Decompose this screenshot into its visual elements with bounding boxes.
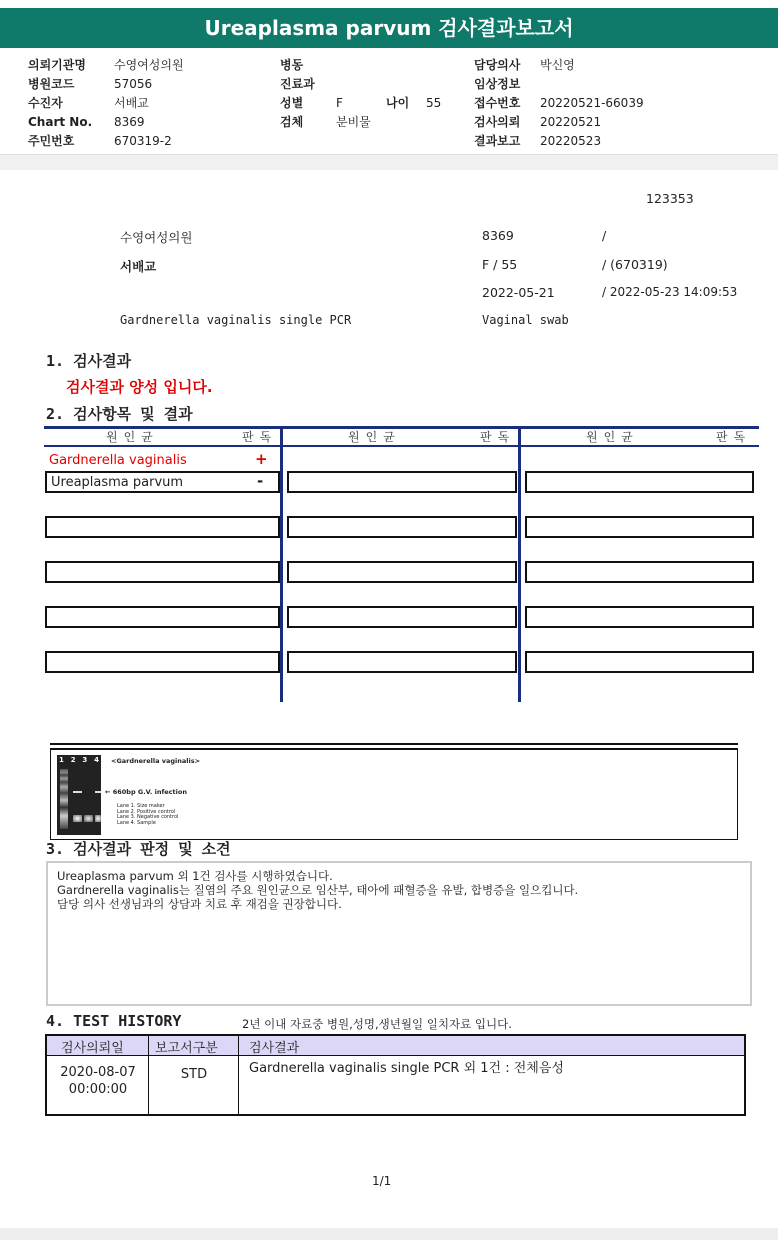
meta-report-datetime: / 2022-05-23 14:09:53	[602, 285, 738, 299]
result-cell-empty	[525, 561, 754, 583]
info-value: 670319-2	[114, 134, 172, 148]
result-cell-empty	[287, 606, 517, 628]
meta-specimen: Vaginal swab	[482, 313, 569, 327]
column-header-judge: 판독	[480, 430, 516, 444]
history-time-value: 00:00:00	[68, 1082, 128, 1097]
finding-line: 담당 의사 선생님과의 상담과 치료 후 재검을 권장합니다.	[57, 897, 342, 911]
gel-legend-item: Lane 2. Positive control	[117, 808, 176, 815]
meta-patient: 서배교	[120, 259, 157, 274]
result-cell-empty	[525, 471, 754, 493]
info-value: 20220521-66039	[540, 96, 644, 110]
info-label: 담당의사	[474, 58, 521, 72]
info-value: 8369	[114, 115, 145, 129]
result-cell-empty	[525, 606, 754, 628]
gel-legend	[117, 804, 178, 826]
result-cell-empty	[45, 651, 280, 673]
gel-primer-dimer	[84, 815, 93, 822]
info-label: 임상정보	[474, 77, 521, 91]
header-separator	[0, 154, 778, 170]
info-column-1	[28, 56, 258, 151]
column-header-pathogen: 원인균	[586, 430, 639, 444]
info-label: 검사의뢰	[474, 115, 521, 129]
history-note: 2년 이내 자료중 병원,성명,생년월일 일치자료 입니다.	[242, 1017, 512, 1031]
info-value: 서배교	[114, 96, 149, 110]
overall-result: 검사결과 양성 입니다.	[66, 378, 213, 396]
info-column-2	[280, 56, 460, 132]
result-cell-empty	[287, 561, 517, 583]
info-label: 진료과	[280, 77, 315, 91]
meta-sex-age: F / 55	[482, 257, 518, 272]
gel-primer-dimer	[95, 815, 101, 822]
history-result: Gardnerella vaginalis single PCR 외 1건 : 전체음성	[249, 1061, 564, 1076]
result-cell-empty	[287, 516, 517, 538]
page-number: 1/1	[372, 1174, 392, 1188]
info-label: 결과보고	[474, 134, 521, 148]
section3-heading: 3. 검사결과 판정 및 소견	[46, 840, 231, 858]
gel-lane-number: 3	[82, 756, 88, 764]
meta-dob: / (670319)	[602, 257, 668, 272]
info-value: 20220521	[540, 115, 602, 129]
gel-legend-item: Lane 3. Negative control	[117, 814, 179, 820]
info-column-3	[474, 56, 764, 151]
age-value: 55	[426, 96, 442, 110]
report-number: 123353	[646, 191, 694, 206]
meta-slash: /	[602, 228, 607, 243]
info-value: 20220523	[540, 134, 602, 148]
meta-test-name: Gardnerella vaginalis single PCR	[120, 313, 352, 327]
column-divider	[518, 426, 521, 702]
history-date	[47, 1064, 149, 1098]
result-cell-empty	[45, 516, 280, 538]
info-label: 병동	[280, 58, 304, 72]
gel-lane-numbers	[59, 756, 99, 764]
info-label: 성별	[280, 96, 304, 110]
meta-chart: 8369	[482, 228, 514, 243]
history-header-date: 검사의뢰일	[61, 1041, 124, 1056]
age-label: 나이	[386, 96, 410, 110]
info-value: F	[336, 96, 343, 110]
result-cell-empty	[525, 651, 754, 673]
result-cell-empty	[287, 651, 517, 673]
gel-figure	[50, 748, 738, 840]
section1-heading: 1. 검사결과	[46, 352, 132, 370]
meta-clinic: 수영여성의원	[120, 230, 193, 245]
result-cell-empty	[525, 516, 754, 538]
gel-ladder-lane	[60, 769, 68, 829]
gel-top-rule	[50, 743, 738, 745]
pathogen-name: Ureaplasma parvum	[51, 475, 184, 490]
info-label: 수진자	[28, 96, 63, 110]
report-title: Ureaplasma parvum 검사결과보고서	[0, 8, 778, 48]
column-header-pathogen: 원인균	[348, 430, 401, 444]
footer-strip	[0, 1228, 778, 1240]
info-label: 주민번호	[28, 134, 75, 148]
info-value: 수영여성의원	[114, 58, 184, 72]
gel-legend-item: Lane 4. Sample	[117, 819, 156, 826]
history-type: STD	[180, 1067, 208, 1082]
gel-lane-number: 1	[59, 756, 64, 764]
result-cell-empty	[45, 606, 280, 628]
column-header-judge: 판독	[716, 430, 752, 444]
info-value: 분비물	[336, 115, 371, 129]
findings-box	[46, 861, 752, 1006]
history-table	[45, 1034, 746, 1116]
column-divider	[280, 426, 283, 702]
gel-caption: <Gardnerella vaginalis>	[111, 757, 201, 765]
history-header-type: 보고서구분	[155, 1041, 218, 1056]
column-header-pathogen: 원인균	[106, 430, 159, 444]
history-header-result: 검사결과	[249, 1041, 300, 1056]
info-label: 의뢰기관명	[28, 58, 86, 72]
gel-band-label-text: 660bp G.V. infection	[112, 788, 187, 796]
gel-legend-item: Lane 1. Size maker	[117, 803, 165, 809]
column-header-judge: 판독	[242, 430, 278, 444]
finding-line: Gardnerella vaginalis는 질염의 주요 원인균으로 임산부, 태아에 패혈증을 유발, 합병증을 일으킵니다.	[57, 883, 579, 897]
result-cell-empty	[45, 561, 280, 583]
section2-heading: 2. 검사항목 및 결과	[46, 405, 193, 423]
info-label: 병원코드	[28, 77, 75, 91]
gel-lane-number: 2	[70, 756, 76, 764]
section4-heading: 4. TEST HISTORY	[46, 1012, 182, 1030]
info-label: Chart No.	[28, 115, 93, 129]
gel-band	[95, 791, 101, 793]
info-label: 접수번호	[474, 96, 521, 110]
pathogen-name: Gardnerella vaginalis	[49, 453, 187, 468]
gel-band	[73, 791, 82, 793]
gel-band-label: ← 660bp G.V. infection	[105, 788, 187, 796]
info-label: 검체	[280, 115, 304, 129]
info-value: 박신영	[540, 58, 575, 72]
history-date-value: 2020-08-07	[60, 1065, 136, 1080]
gel-primer-dimer	[73, 815, 82, 822]
info-value: 57056	[114, 77, 153, 91]
gel-electrophoresis-image	[57, 755, 101, 835]
result-row-positive	[45, 450, 278, 472]
result-cell	[45, 471, 280, 493]
pathogen-result: -	[257, 472, 264, 490]
result-cell-empty	[287, 471, 517, 493]
meta-collect-date: 2022-05-21	[482, 285, 555, 300]
table-header-rule	[44, 445, 759, 447]
pathogen-result: +	[255, 450, 268, 468]
gel-lane-number: 4	[94, 756, 99, 764]
finding-line: Ureaplasma parvum 외 1건 검사를 시행하였습니다.	[57, 869, 333, 883]
